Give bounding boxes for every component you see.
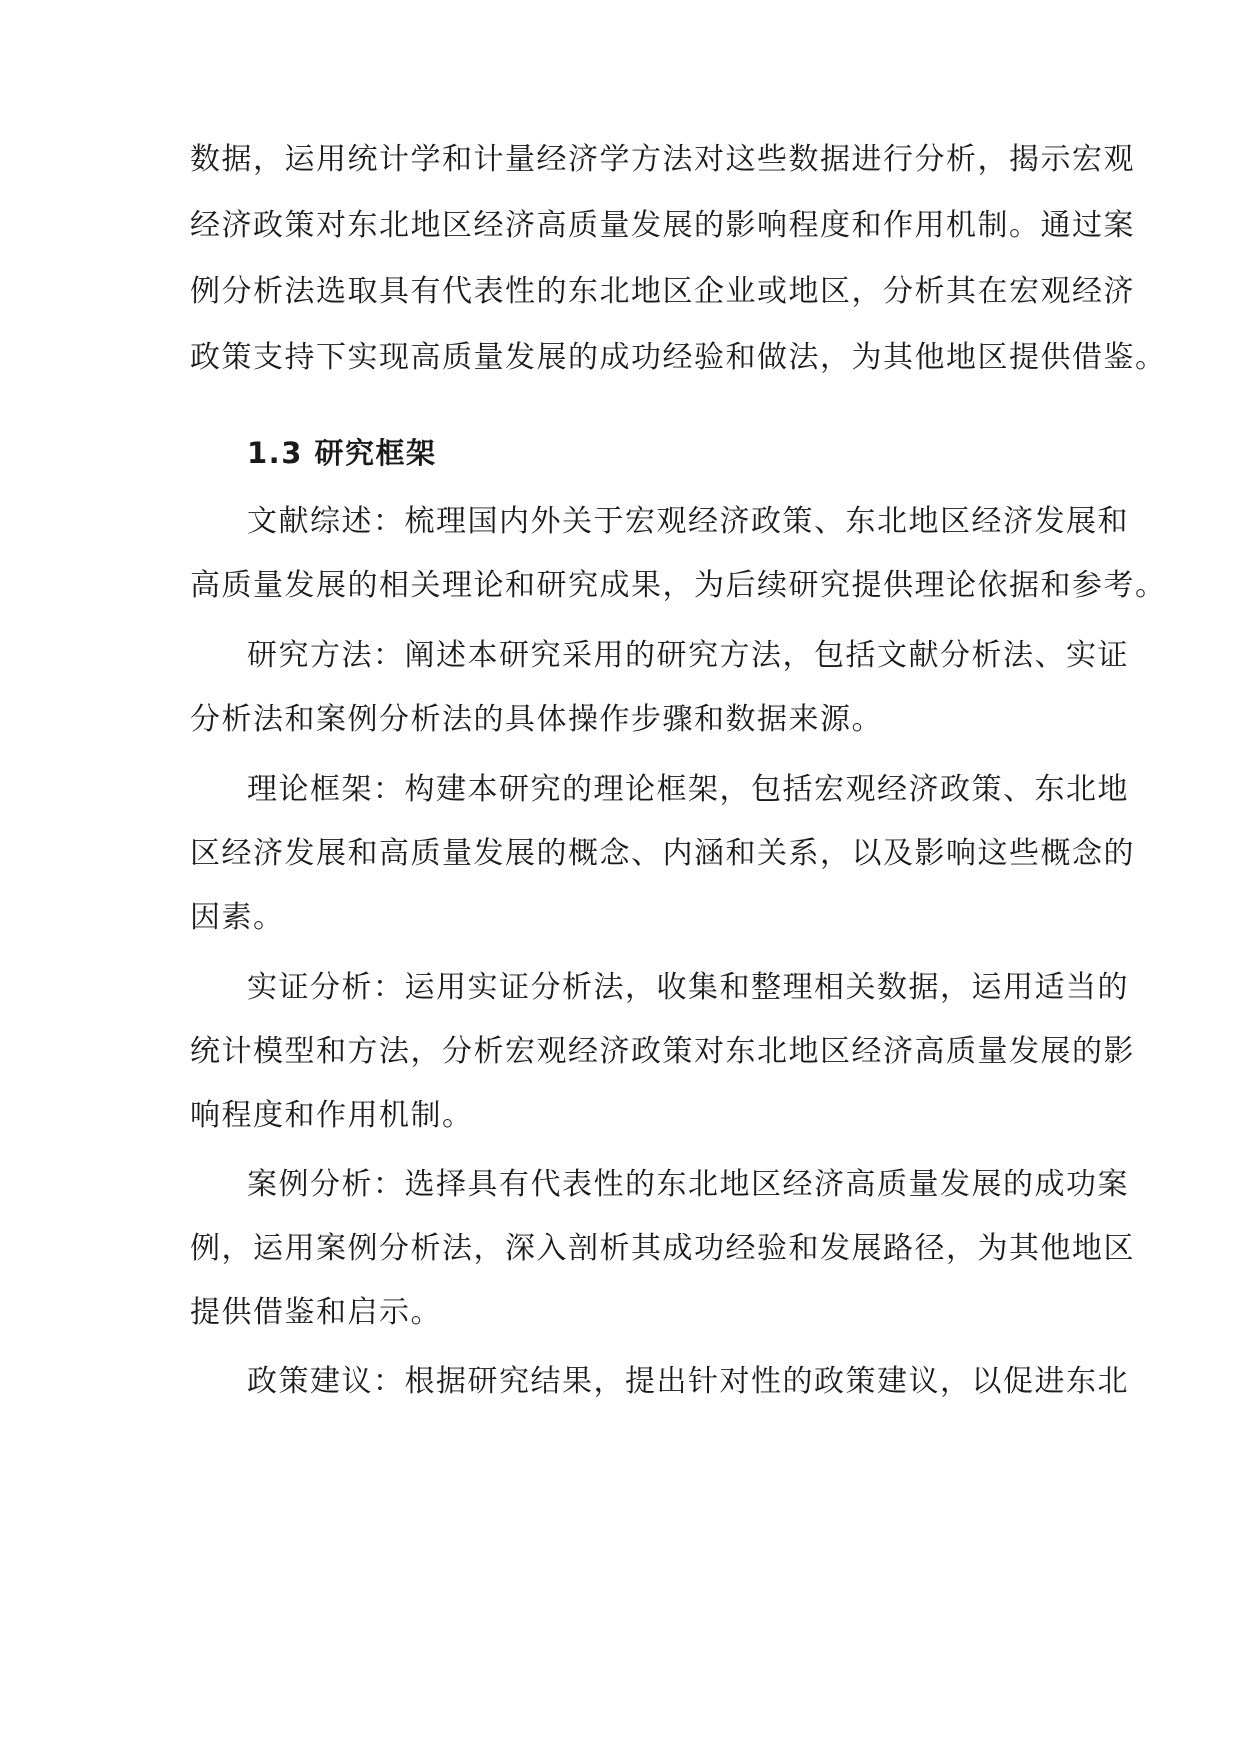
paragraph-line: 案例分析：选择具有代表性的东北地区经济高质量发展的成功案 [247, 1167, 1129, 1202]
paragraph-line: 分析法和案例分析法的具体操作步骤和数据来源。 [190, 702, 883, 737]
text-line: 例分析法选取具有代表性的东北地区企业或地区，分析其在宏观经济 [190, 274, 1135, 309]
paragraph-line: 文献综述：梳理国内外关于宏观经济政策、东北地区经济发展和 [247, 504, 1129, 539]
paragraph-line: 响程度和作用机制。 [190, 1098, 474, 1133]
paragraph-line: 高质量发展的相关理论和研究成果，为后续研究提供理论依据和参考。 [190, 568, 1167, 603]
paragraph-line: 研究方法：阐述本研究采用的研究方法，包括文献分析法、实证 [247, 638, 1129, 673]
text-line: 经济政策对东北地区经济高质量发展的影响程度和作用机制。通过案 [190, 208, 1135, 243]
paragraph-line: 提供借鉴和启示。 [190, 1295, 442, 1330]
text-line: 政策支持下实现高质量发展的成功经验和做法，为其他地区提供借鉴。 [190, 340, 1167, 375]
paragraph-line: 理论框架：构建本研究的理论框架，包括宏观经济政策、东北地 [247, 772, 1129, 807]
paragraph-line: 因素。 [190, 900, 285, 935]
paragraph-line: 例，运用案例分析法，深入剖析其成功经验和发展路径，为其他地区 [190, 1231, 1135, 1266]
paragraph-line: 统计模型和方法，分析宏观经济政策对东北地区经济高质量发展的影 [190, 1034, 1135, 1069]
paragraph-line: 实证分析：运用实证分析法，收集和整理相关数据，运用适当的 [247, 970, 1129, 1005]
text-line: 数据，运用统计学和计量经济学方法对这些数据进行分析，揭示宏观 [190, 142, 1135, 177]
paragraph-line: 政策建议：根据研究结果，提出针对性的政策建议，以促进东北 [247, 1364, 1129, 1399]
section-heading: 1.3 研究框架 [247, 436, 437, 470]
paragraph-line: 区经济发展和高质量发展的概念、内涵和关系，以及影响这些概念的 [190, 836, 1135, 871]
